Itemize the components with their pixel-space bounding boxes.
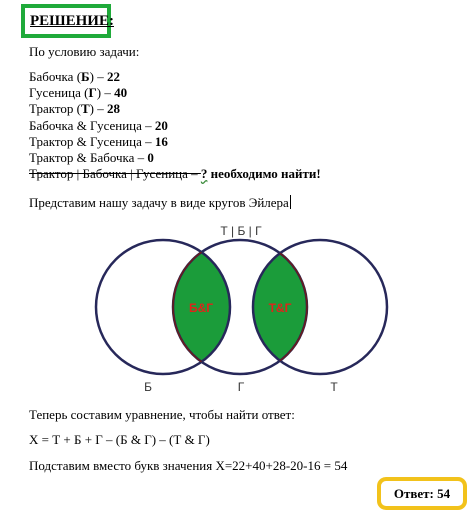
intro-text: По условию задачи: xyxy=(29,44,140,59)
pair-butterfly-caterpillar: Бабочка & Гусеница – 20 xyxy=(29,118,168,133)
text-cursor xyxy=(290,195,291,209)
substitution: Подставим вместо букв значения X=22+40+28-20-16 = 54 xyxy=(29,458,348,473)
condition-butterfly: Бабочка (Б) – 22 xyxy=(29,69,120,84)
pair-tractor-caterpillar: Трактор & Гусеница – 16 xyxy=(29,134,168,149)
solution-title: РЕШЕНИЕ: xyxy=(30,13,114,29)
overlap-bg-label: Б&Г xyxy=(188,301,214,315)
overlap-tg-label: Т&Г xyxy=(268,301,292,315)
condition-caterpillar: Гусеница (Г) – 40 xyxy=(29,85,128,100)
condition-tractor: Трактор (Т) – 28 xyxy=(29,101,120,116)
equation: X = Т + Б + Г – (Б & Г) – (Т & Г) xyxy=(29,432,210,447)
euler-diagram xyxy=(0,215,474,400)
equation-intro: Теперь составим уравнение, чтобы найти ответ: xyxy=(29,407,295,422)
diagram-top-label: Т | Б | Г xyxy=(220,224,262,238)
solution-title-box xyxy=(21,4,114,38)
circle-label-caterpillar: Г xyxy=(237,380,245,394)
pair-tractor-butterfly: Трактор & Бабочка – 0 xyxy=(29,150,154,165)
circle-label-butterfly: Б xyxy=(144,380,152,394)
answer-box xyxy=(377,477,467,510)
answer-text: Ответ: 54 xyxy=(393,486,451,501)
represent-text: Представим нашу задачу в виде кругов Эйлера xyxy=(29,195,289,210)
unknown-line: Трактор | Бабочка | Гусеница – ? необходимо найти! xyxy=(29,166,321,181)
circle-label-tractor: Т xyxy=(330,380,338,394)
